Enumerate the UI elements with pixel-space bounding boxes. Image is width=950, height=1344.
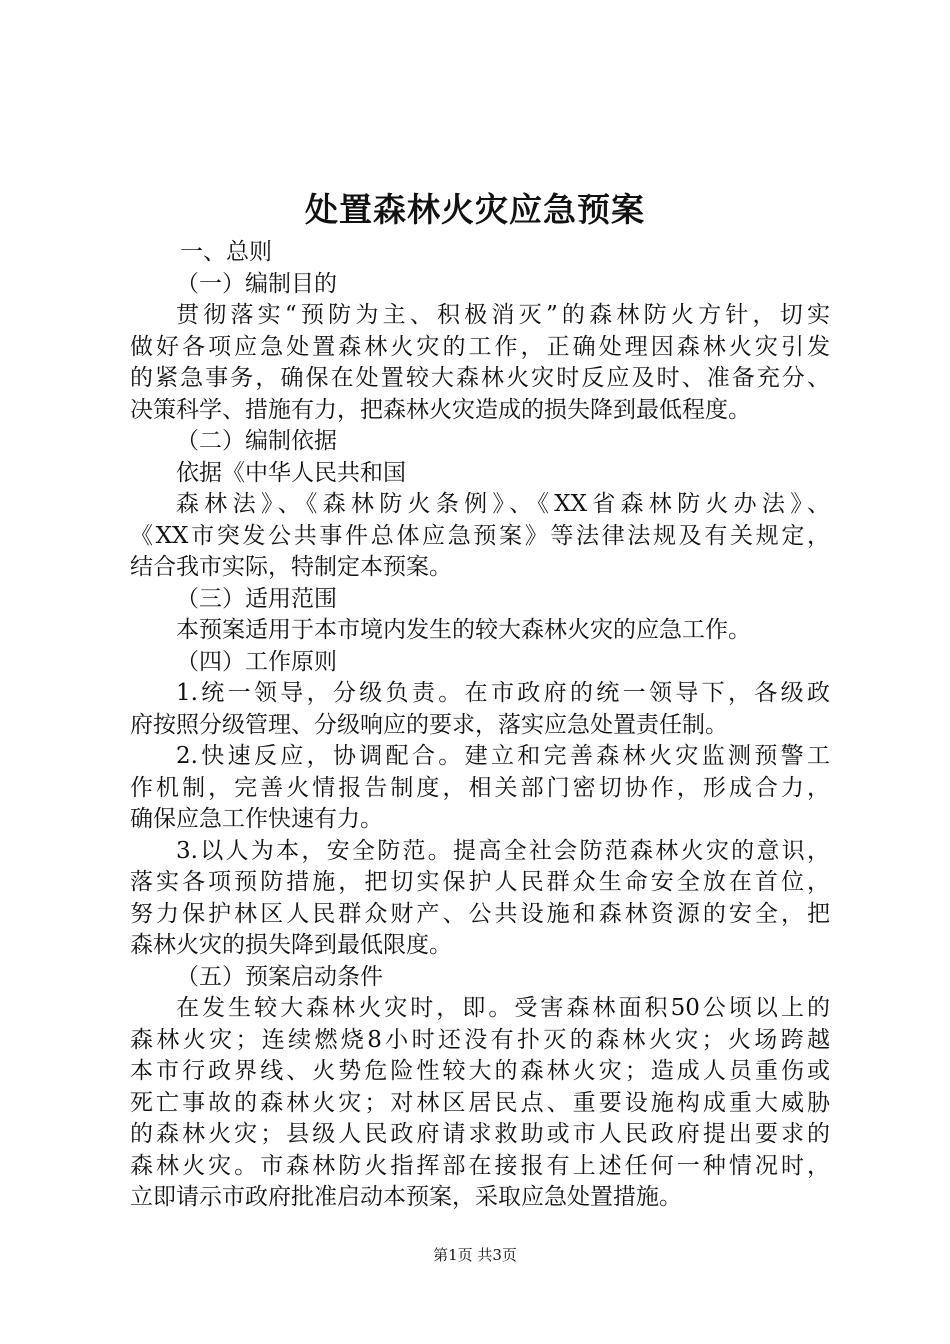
- body-line: 依据《中华人民共和国: [176, 459, 406, 486]
- body-line: 1.统一领导，分级负责。在市政府的统一领导下，各级政: [176, 680, 830, 706]
- body-line: 在发生较大森林火灾时，即。受害森林面积50公顷以上的: [176, 995, 830, 1021]
- document-title: 处置森林火灾应急预案: [305, 190, 645, 229]
- body-line: 立即请示市政府批准启动本预案，采取应急处置措施。: [130, 1184, 682, 1210]
- body-line: 作机制，完善火情报告制度，相关部门密切协作，形成合力，: [130, 774, 830, 801]
- body-line: 做好各项应急处置森林火灾的工作，正确处理因森林火灾引发: [130, 333, 830, 360]
- body-line: 本市行政界线、火势危险性较大的森林火灾；造成人员重伤或: [130, 1058, 830, 1084]
- body-line: 努力保护林区人民群众财产、公共设施和森林资源的安全，把: [130, 900, 830, 927]
- body-line: 森林火灾；连续燃烧8小时还没有扑灭的森林火灾；火场跨越: [130, 1026, 830, 1053]
- body-line: （一）编制目的: [176, 270, 337, 297]
- body-line: 《XX市突发公共事件总体应急预案》等法律法规及有关规定，: [130, 522, 830, 549]
- body-line: 结合我市实际，特制定本预案。: [130, 554, 452, 580]
- body-line: 的森林火灾；县级人民政府请求救助或市人民政府提出要求的: [130, 1121, 830, 1147]
- body-line: （五）预案启动条件: [176, 963, 383, 990]
- body-line: 贯彻落实“预防为主、积极消灭”的森林防火方针，切实: [176, 302, 830, 328]
- body-line: 的紧急事务，确保在处置较大森林火灾时反应及时、准备充分、: [130, 365, 830, 391]
- body-line: 森林火灾的损失降到最低限度。: [130, 932, 452, 958]
- body-line: 一、总则: [180, 239, 272, 265]
- body-line: 本预案适用于本市境内发生的较大森林火灾的应急工作。: [176, 617, 751, 643]
- body-line: 落实各项预防措施，把切实保护人民群众生命安全放在首位，: [130, 869, 830, 895]
- body-line: 死亡事故的森林火灾；对林区居民点、重要设施构成重大威胁: [130, 1089, 830, 1116]
- body-line: 森林法》、《森林防火条例》、《XX省森林防火办法》、: [176, 491, 830, 517]
- body-line: 3.以人为本，安全防范。提高全社会防范森林火灾的意识，: [176, 837, 830, 864]
- body-line: 森林火灾。市森林防火指挥部在接报有上述任何一种情况时，: [130, 1152, 830, 1179]
- body-line: （四）工作原则: [176, 648, 337, 675]
- body-line: 府按照分级管理、分级响应的要求，落实应急处置责任制。: [130, 711, 728, 738]
- body-line: （三）适用范围: [176, 585, 337, 612]
- body-line: 2.快速反应，协调配合。建立和完善森林火灾监测预警工: [176, 743, 830, 769]
- body-line: 决策科学、措施有力，把森林火灾造成的损失降到最低程度。: [130, 396, 751, 423]
- page-footer: 第1页 共3页: [433, 1246, 517, 1264]
- body-line: 确保应急工作快速有力。: [130, 806, 383, 832]
- document-body: [130, 237, 830, 1214]
- body-line: （二）编制依据: [176, 428, 337, 454]
